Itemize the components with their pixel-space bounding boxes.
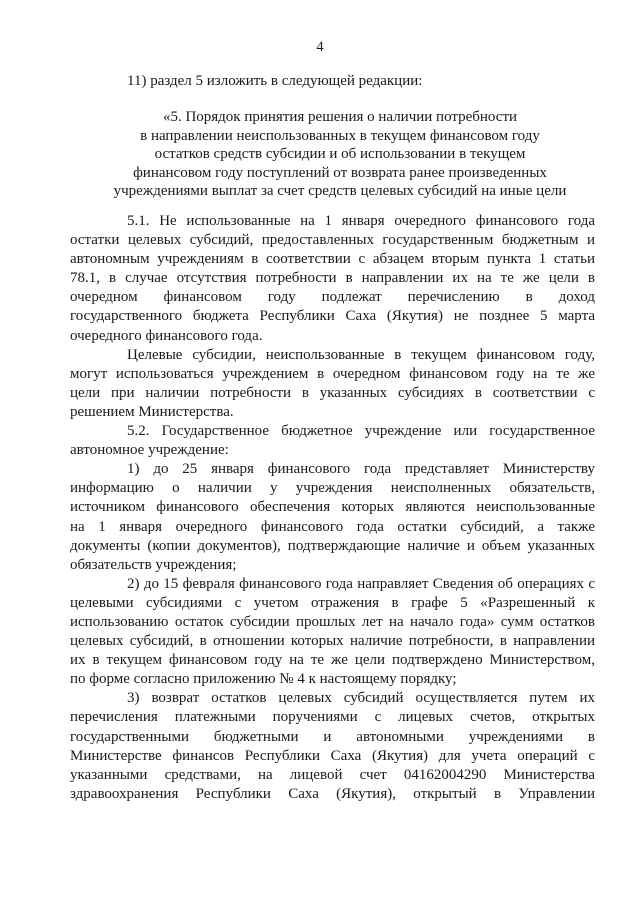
text-line: по форме согласно приложению № 4 к настоящему порядку; [70, 671, 457, 688]
text-line: очередного финансового года. [70, 327, 263, 344]
text-line: использованию остаток субсидии прошлых лет на начало года» сумм остатков [70, 613, 595, 630]
paragraph-target-subsidies [70, 346, 595, 422]
text-line: государственными бюджетными и автономными учреждениями в [70, 728, 595, 745]
text-line: указанными средствами, на лицевой счет 04162004290 Министерства [70, 766, 595, 783]
text-line: здравоохранения Республики Саха (Якутия), открытый в Управлении [70, 785, 595, 802]
text-line: могут использоваться учреждением в очередном финансовом году на те же [70, 365, 595, 382]
amendment-intro: 11) раздел 5 изложить в следующей редакции: [127, 73, 423, 89]
text-line: автономным учреждениям в соответствии с абзацем вторым пункта 1 статьи [70, 251, 595, 268]
section-heading [70, 108, 610, 201]
section-heading-line: учреждениями выплат за счет средств целевых субсидий на иные цели [113, 183, 567, 199]
section-heading-line: «5. Порядок принятия решения о наличии потребности [162, 109, 518, 125]
section-heading-line: в направлении неиспользованных в текущем финансовом году [140, 127, 540, 144]
text-line: обязательств учреждения; [70, 556, 237, 573]
paragraph-5-2-item-3 [70, 689, 595, 804]
text-line: 2) до 15 февраля финансового года направляет Сведения об операциях с [127, 575, 595, 592]
text-line: их в текущем финансовом году на те же цели подтверждено Министерством, [70, 652, 595, 669]
text-line: 78.1, в случае отсутствия потребности в направлении их на те же цели в [70, 270, 595, 287]
text-line: перечисления платежными поручениями с лицевых счетов, открытых [70, 709, 595, 726]
text-line: 1) до 25 января финансового года представляет Министерству [127, 461, 595, 478]
text-line: решением Министерства. [70, 403, 234, 420]
text-line: 5.1. Не использованные на 1 января очередного финансового года [127, 213, 595, 229]
paragraph-5-2 [70, 422, 595, 460]
paragraph-5-1 [70, 212, 595, 346]
text-line: Министерстве финансов Республики Саха (Якутия) для учета операций с [70, 747, 595, 764]
text-line: информацию о наличии у учреждения неисполненных обязательств, [70, 480, 595, 497]
text-line: Целевые субсидии, неиспользованные в текущем финансовом году, [127, 346, 595, 363]
text-line: 3) возврат остатков целевых субсидий осуществляется путем их [127, 690, 595, 707]
text-line: документы (копии документов), подтверждающие наличие и объем указанных [70, 537, 595, 554]
section-heading-line: финансовом году поступлений от возврата ранее произведенных [133, 164, 547, 181]
paragraph-5-2-item-2 [70, 575, 595, 690]
document-body [70, 212, 595, 804]
text-line: целевых субсидий, в отношении которых наличие потребности, в направлении [70, 633, 595, 650]
text-line: остатки целевых субсидий, предоставленных государственным бюджетным и [70, 232, 595, 249]
text-line: очередном финансовом году подлежат перечислению в доход [70, 289, 595, 306]
text-line: источником финансового обеспечения которых являются неиспользованные [70, 499, 595, 516]
text-line: на 1 января очередного финансового года остатки субсидий, а также [70, 518, 595, 535]
text-line: 5.2. Государственное бюджетное учреждение или государственное [127, 423, 595, 440]
paragraph-5-2-item-1 [70, 460, 595, 575]
text-line: государственного бюджета Республики Саха (Якутия) не позднее 5 марта [70, 308, 595, 325]
text-line: автономное учреждение: [70, 442, 229, 459]
text-line: цели при наличии потребности в указанных субсидиях в соответствии с [70, 384, 595, 401]
section-heading-line: остатков средств субсидии и об использовании в текущем [154, 146, 526, 162]
text-line: целевыми субсидиями с учетом отражения в графе 5 «Разрешенный к [70, 594, 595, 611]
page-number: 4 [316, 39, 324, 55]
